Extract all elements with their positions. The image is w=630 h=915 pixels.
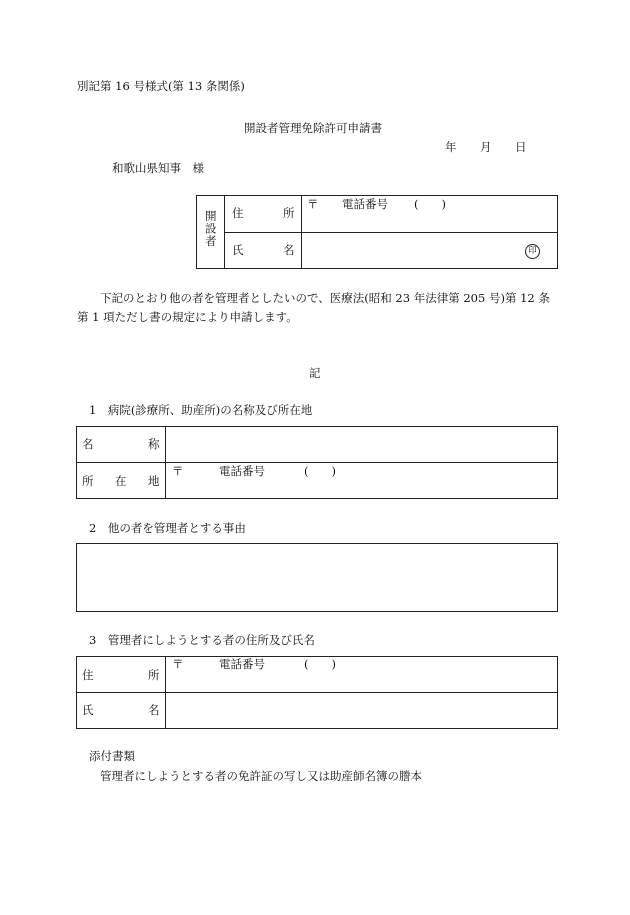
manager-postal-mark: 〒 <box>172 657 184 671</box>
manager-name-label-a: 氏 <box>82 703 94 717</box>
manager-phone-paren: ( ) <box>304 657 336 671</box>
applicant-phone-label: 電話番号 <box>342 197 388 211</box>
facility-location-label-a: 所 <box>82 474 94 488</box>
facility-phone-paren: ( ) <box>304 464 336 478</box>
date-day: 日 <box>515 140 527 154</box>
manager-address-label-a: 住 <box>82 668 94 682</box>
form-reference: 別記第 16 号様式(第 13 条関係) <box>77 79 245 93</box>
document-title: 開設者管理免除許可申請書 <box>244 121 382 135</box>
seal-mark-icon: 印 <box>525 244 540 259</box>
applicant-name-label-b: 名 <box>283 243 295 257</box>
applicant-group-label: 開設者 <box>203 210 218 248</box>
facility-name-label-b: 称 <box>148 437 160 451</box>
facility-postal-mark: 〒 <box>172 464 184 478</box>
facility-phone-label: 電話番号 <box>219 464 265 478</box>
applicant-name-label-a: 氏 <box>232 243 244 257</box>
manager-phone-label: 電話番号 <box>219 657 265 671</box>
section1-heading: 1 病院(診療所、助産所)の名称及び所在地 <box>89 403 313 417</box>
applicant-address-label-b: 所 <box>283 206 295 220</box>
addressee: 和歌山県知事 様 <box>112 161 204 175</box>
manager-name-label-b: 名 <box>148 703 160 717</box>
ki-heading: 記 <box>309 366 321 380</box>
applicant-address-label-a: 住 <box>232 206 244 220</box>
applicant-postal-mark: 〒 <box>307 197 319 211</box>
date-year: 年 <box>445 140 457 154</box>
facility-location-label-b: 在 <box>115 474 127 488</box>
facility-name-label-a: 名 <box>82 437 94 451</box>
section2-heading: 2 他の者を管理者とする事由 <box>89 521 246 535</box>
section2-box <box>76 543 558 612</box>
facility-location-label-c: 地 <box>148 474 160 488</box>
manager-address-label-b: 所 <box>148 668 160 682</box>
applicant-phone-paren: ( ) <box>414 197 446 211</box>
attachments-item: 管理者にしようとする者の免許証の写し又は助産師名簿の謄本 <box>100 769 422 783</box>
section3-heading: 3 管理者にしようとする者の住所及び氏名 <box>89 633 315 647</box>
attachments-heading: 添付書類 <box>89 749 135 763</box>
date-month: 月 <box>480 140 492 154</box>
body-line-1: 下記のとおり他の者を管理者としたいので、医療法(昭和 23 年法律第 205 号)第 12 条 <box>100 291 550 305</box>
body-line-2: 第 1 項ただし書の規定により申請します。 <box>77 310 298 324</box>
